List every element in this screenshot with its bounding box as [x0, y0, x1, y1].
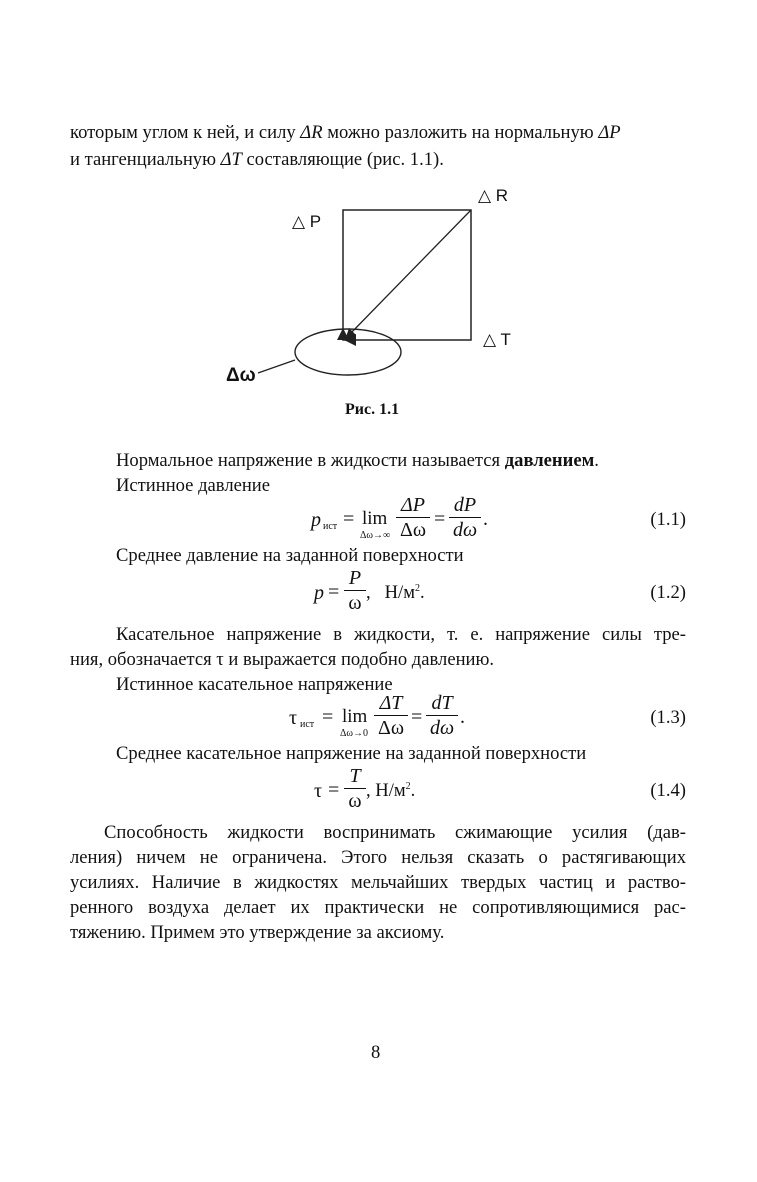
- delta-r-symbol: ΔR: [300, 122, 323, 143]
- avg-pressure-label: Среднее давление на заданной поверхности: [116, 545, 464, 566]
- equation-1-3: [0, 688, 757, 748]
- intro-text: и тангенциальную: [70, 149, 221, 170]
- eq2-den: ω: [348, 592, 362, 614]
- eq3-lhs-sub: ист: [300, 719, 315, 730]
- eq4-unit-sup: 2: [405, 780, 411, 792]
- eq4-number: (1.4): [650, 780, 686, 801]
- eq3-number: (1.3): [650, 707, 686, 728]
- pressure-term: давлением: [504, 450, 595, 471]
- normal-stress-text: Нормальное напряжение в жидкости называется: [116, 450, 505, 471]
- eq1-den-2: dω: [452, 519, 478, 541]
- area-pointer-line: [258, 360, 295, 373]
- page-number: 8: [371, 1042, 381, 1063]
- fraction-bar: [344, 590, 366, 591]
- eq1-den-1: Δω: [399, 519, 427, 541]
- fraction-bar: [449, 517, 481, 518]
- eq3-den-2: dω: [429, 717, 455, 739]
- normal-stress-end: .: [594, 450, 599, 471]
- eq2-number: (1.2): [650, 582, 686, 603]
- eq3-fraction-2: [426, 692, 458, 739]
- eq3-den-1: Δω: [377, 717, 405, 739]
- eq3-num-1: ΔT: [379, 692, 403, 714]
- eq4-den: ω: [348, 790, 362, 812]
- delta-p-symbol: ΔP: [598, 122, 621, 143]
- eq3-lim-sub: Δω→0: [340, 728, 369, 739]
- eq3-lhs: τ: [289, 707, 298, 729]
- tangent-line-1: Касательное напряжение в жидкости, т. е. напряжение силы тре-: [116, 624, 686, 645]
- eq1-lhs: p: [311, 509, 321, 531]
- fraction-bar: [426, 715, 458, 716]
- eq4-unit: [366, 780, 415, 802]
- fraction-bar: [374, 715, 408, 716]
- eq4-unit-text: , Н/м: [366, 780, 406, 801]
- label-delta-p: △ P: [292, 212, 322, 231]
- eq1-fraction-2: [449, 494, 481, 541]
- label-delta-omega: Δω: [226, 365, 256, 386]
- intro-text: можно разложить на нормальную: [322, 122, 599, 143]
- eq2-unit: [366, 582, 425, 604]
- eq1-equals: =: [343, 508, 355, 530]
- eq1-lim: lim: [362, 508, 388, 529]
- eq1-equals-2: =: [434, 508, 446, 530]
- paragraph-line-3: усилиях. Наличие в жидкостях мельчайших твердых частиц и раство-: [70, 872, 686, 893]
- eq2-fraction: [344, 567, 366, 614]
- label-delta-r: △ R: [478, 186, 509, 205]
- intro-text: которым углом к ней, и силу: [70, 122, 301, 143]
- eq2-lhs: p: [314, 582, 324, 604]
- fraction-bar: [396, 517, 430, 518]
- eq2-unit-sup: 2: [414, 582, 420, 594]
- true-pressure-label: Истинное давление: [116, 475, 271, 496]
- eq2-period: .: [419, 582, 425, 603]
- intro-text: составляющие (рис. 1.1).: [241, 149, 444, 170]
- eq1-fraction-1: [396, 494, 430, 541]
- force-decomposition-figure: [210, 180, 540, 390]
- intro-line-1: [70, 120, 621, 146]
- eq1-lim-sub: Δω→∞: [360, 530, 391, 541]
- resultant-force-arrow: [349, 210, 471, 335]
- paragraph-line-5: тяжению. Примем это утверждение за аксиому.: [70, 922, 445, 943]
- eq4-fraction: [344, 765, 366, 812]
- delta-t-symbol: ΔT: [220, 149, 242, 170]
- eq1-period: .: [483, 508, 488, 530]
- eq4-period: .: [410, 780, 416, 801]
- eq4-lhs: τ: [314, 780, 323, 802]
- eq3-fraction-1: [374, 692, 408, 739]
- figure-caption: Рис. 1.1: [345, 401, 400, 418]
- eq1-num-2: dP: [453, 494, 477, 516]
- tangent-line-2: ния, обозначается τ и выражается подобно давлению.: [70, 649, 495, 670]
- normal-stress-line: [116, 448, 599, 474]
- paragraph-line-1: Способность жидкости воспринимать сжимающие усилия (дав-: [104, 822, 686, 843]
- eq2-equals: =: [328, 581, 340, 603]
- equation-1-4: [0, 764, 757, 820]
- eq4-num: T: [349, 765, 361, 787]
- equation-1-1: [0, 490, 757, 550]
- eq4-equals: =: [328, 779, 340, 801]
- paragraph-line-4: ренного воздуха делает их практически не сопротивляющимися рас-: [70, 897, 686, 918]
- eq2-unit-text: , Н/м: [366, 582, 415, 603]
- eq3-equals-2: =: [411, 706, 423, 728]
- intro-line-2: [70, 147, 444, 173]
- eq3-equals: =: [322, 706, 334, 728]
- label-delta-t: △ T: [483, 330, 511, 349]
- true-tangent-label: Истинное касательное напряжение: [116, 674, 393, 695]
- eq3-period: .: [460, 706, 465, 728]
- eq3-num-2: dT: [431, 692, 453, 714]
- equation-1-2: [0, 565, 757, 621]
- eq1-num-1: ΔP: [401, 494, 425, 516]
- eq1-lhs-sub: ист: [323, 521, 338, 532]
- eq1-number: (1.1): [650, 509, 686, 530]
- eq2-num: P: [348, 567, 362, 589]
- fraction-bar: [344, 788, 366, 789]
- eq3-lim: lim: [342, 706, 368, 727]
- paragraph-line-2: ления) ничем не ограничена. Этого нельзя сказать о растягивающих: [70, 847, 686, 868]
- avg-tangent-label: Среднее касательное напряжение на заданной поверхности: [116, 743, 587, 764]
